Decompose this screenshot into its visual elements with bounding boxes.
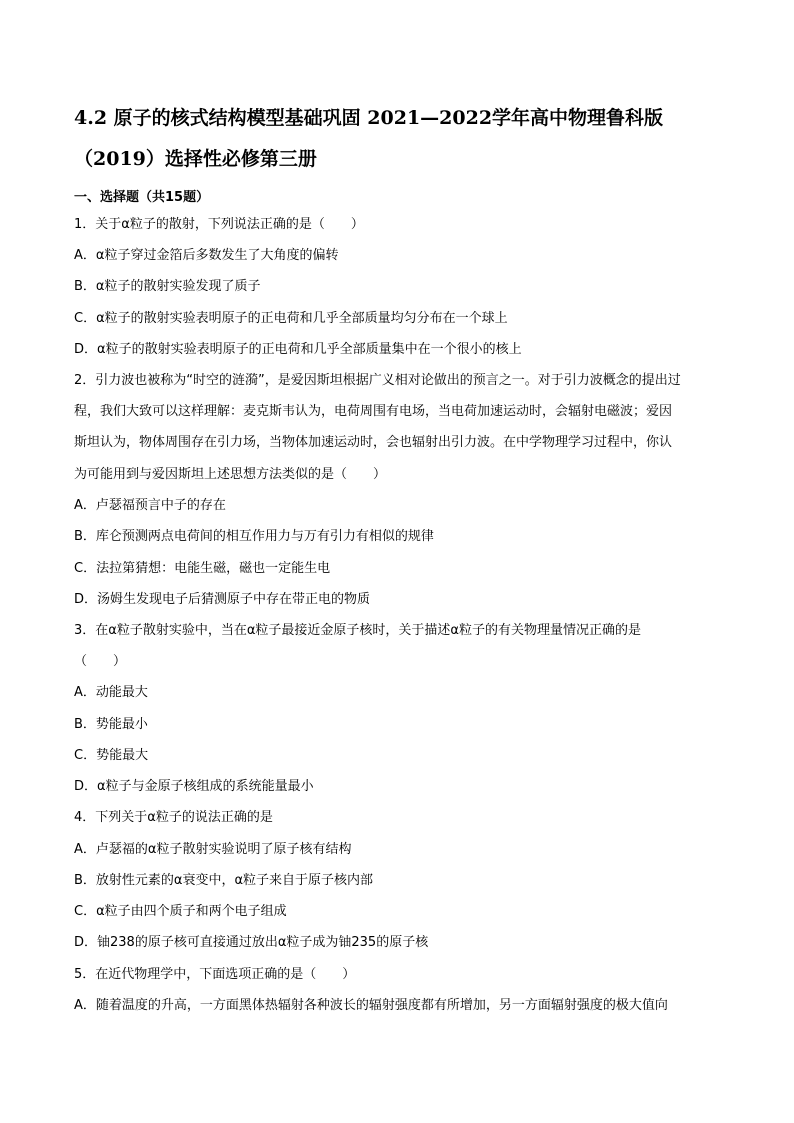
question-2-option-b: B．库仑预测两点电荷间的相互作用力与万有引力有相似的规律 [74, 529, 434, 544]
question-1-stem: 1．关于α粒子的散射，下列说法正确的是（ ） [74, 217, 364, 232]
question-2-stem-line-4: 为可能用到与爱因斯坦上述思想方法类似的是（ ） [74, 467, 387, 482]
question-3-option-a: A．动能最大 [74, 685, 148, 700]
question-4-option-b: B．放射性元素的α衰变中，α粒子来自于原子核内部 [74, 873, 374, 888]
question-2-option-c: C．法拉第猜想：电能生磁，磁也一定能生电 [74, 561, 331, 576]
question-2-option-d: D．汤姆生发现电子后猜测原子中存在带正电的物质 [74, 592, 371, 607]
question-2-option-a: A．卢瑟福预言中子的存在 [74, 498, 226, 513]
question-3-option-d: D．α粒子与金原子核组成的系统能量最小 [74, 779, 314, 794]
question-5-stem: 5．在近代物理学中，下面选项正确的是（ ） [74, 967, 356, 982]
question-1-option-b: B．α粒子的散射实验发现了质子 [74, 279, 261, 294]
document-title-line-1: 4.2 原子的核式结构模型基础巩固 2021—2022学年高中物理鲁科版 [74, 107, 664, 129]
question-4-option-a: A．卢瑟福的α粒子散射实验说明了原子核有结构 [74, 842, 352, 857]
question-1-option-a: A．α粒子穿过金箔后多数发生了大角度的偏转 [74, 248, 339, 263]
section-heading: 一、选择题（共15题） [74, 190, 210, 205]
question-2-stem-line-3: 斯坦认为，物体周围存在引力场，当物体加速运动时，会也辐射出引力波。在中学物理学习过程中，你认 [74, 435, 673, 450]
question-3-option-b: B．势能最小 [74, 717, 148, 732]
question-3-option-c: C．势能最大 [74, 748, 149, 763]
question-4-stem: 4．下列关于α粒子的说法正确的是 [74, 810, 273, 825]
question-3-stem-line-2: （ ） [74, 654, 127, 669]
question-4-option-d: D．铀238的原子核可直接通过放出α粒子成为铀235的原子核 [74, 935, 429, 950]
document-title-line-2: （2019）选择性必修第三册 [74, 148, 317, 170]
question-4-option-c: C．α粒子由四个质子和两个电子组成 [74, 904, 287, 919]
question-2-stem-line-2: 程，我们大致可以这样理解：麦克斯韦认为，电荷周围有电场，当电荷加速运动时，会辐射电磁波；爱因 [74, 404, 673, 419]
question-1-option-d: D．α粒子的散射实验表明原子的正电荷和几乎全部质量集中在一个很小的核上 [74, 342, 522, 357]
question-5-option-a: A．随着温度的升高，一方面黑体热辐射各种波长的辐射强度都有所增加，另一方面辐射强度的极大值向 [74, 998, 668, 1013]
question-3-stem-line-1: 3．在α粒子散射实验中，当在α粒子最接近金原子核时，关于描述α粒子的有关物理量情况正确的是 [74, 623, 641, 638]
question-2-stem-line-1: 2．引力波也被称为“时空的涟漪”，是爱因斯坦根据广义相对论做出的预言之一。对于引力波概念的提出过 [74, 373, 681, 388]
question-1-option-c: C．α粒子的散射实验表明原子的正电荷和几乎全部质量均匀分布在一个球上 [74, 311, 508, 326]
